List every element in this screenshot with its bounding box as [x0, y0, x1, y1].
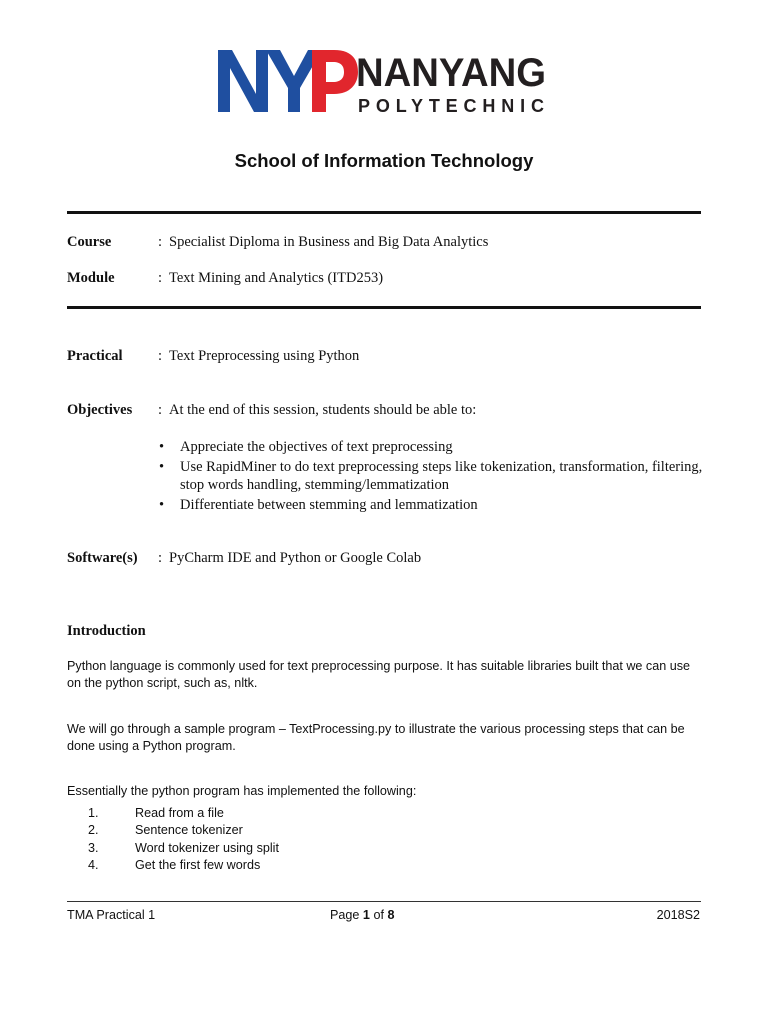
practical-value: Text Preprocessing using Python	[169, 348, 360, 364]
header-divider-top	[67, 211, 701, 214]
step-text: Word tokenizer using split	[135, 840, 279, 855]
page-of: of	[373, 908, 384, 922]
footer-left: TMA Practical 1	[67, 908, 156, 922]
page-word: Page	[330, 908, 360, 922]
step-text: Read from a file	[135, 806, 224, 820]
logo-polytechnic: POLYTECHNIC	[358, 96, 544, 116]
intro-paragraph-3: Essentially the python program has implemented the following:	[67, 784, 417, 798]
course-value: Specialist Diploma in Business and Big Data Analytics	[169, 234, 489, 250]
intro-paragraph-1: Python language is commonly used for text preprocessing purpose. It has suitable libraries built that we can use on the python script, such as, nltk.	[67, 659, 691, 690]
module-label: Module	[67, 270, 115, 286]
practical-colon: :	[158, 348, 163, 364]
module-value: Text Mining and Analytics (ITD253)	[169, 270, 384, 286]
page-number	[330, 908, 394, 922]
step-text: Get the first few words	[135, 857, 261, 872]
step-number: 2.	[88, 823, 99, 838]
step-text: Sentence tokenizer	[135, 823, 243, 838]
practical-label: Practical	[67, 348, 123, 364]
logo-nanyang: NANYANG	[356, 51, 546, 95]
intro-paragraph-2: We will go through a sample program – TextProcessing.py to illustrate the various processing steps that can be done using a Python program.	[67, 722, 685, 753]
course-label: Course	[67, 234, 112, 250]
software-label: Software(s)	[67, 550, 138, 566]
software-value: PyCharm IDE and Python or Google Colab	[169, 550, 422, 566]
page-current: 1	[362, 908, 370, 922]
step-number: 4.	[88, 857, 99, 872]
footer-right: 2018S2	[656, 908, 700, 922]
objectives-colon: :	[158, 402, 163, 418]
school-title: School of Information Technology	[234, 150, 534, 171]
header-divider-bottom	[67, 306, 701, 309]
objectives-intro: At the end of this session, students should be able to:	[169, 402, 477, 418]
step-number: 3.	[88, 840, 99, 855]
objective-item: • Appreciate the objectives of text preprocessing	[158, 438, 708, 456]
step-number: 1.	[88, 806, 99, 820]
objective-item: • Use RapidMiner to do text preprocessing steps like tokenization, transformation, filtering, stop words handling, stemming/lemmatization	[158, 458, 708, 494]
introduction-heading: Introduction	[67, 623, 146, 639]
course-colon: :	[158, 234, 163, 250]
objectives-list	[158, 438, 708, 516]
footer-divider	[67, 901, 701, 902]
page-total: 8	[387, 908, 395, 922]
module-colon: :	[158, 270, 163, 286]
nyp-logo	[216, 44, 548, 118]
software-colon: :	[158, 550, 163, 566]
logo-mark	[218, 50, 358, 112]
objectives-label: Objectives	[67, 402, 133, 418]
objective-item: • Differentiate between stemming and lemmatization	[158, 496, 708, 514]
